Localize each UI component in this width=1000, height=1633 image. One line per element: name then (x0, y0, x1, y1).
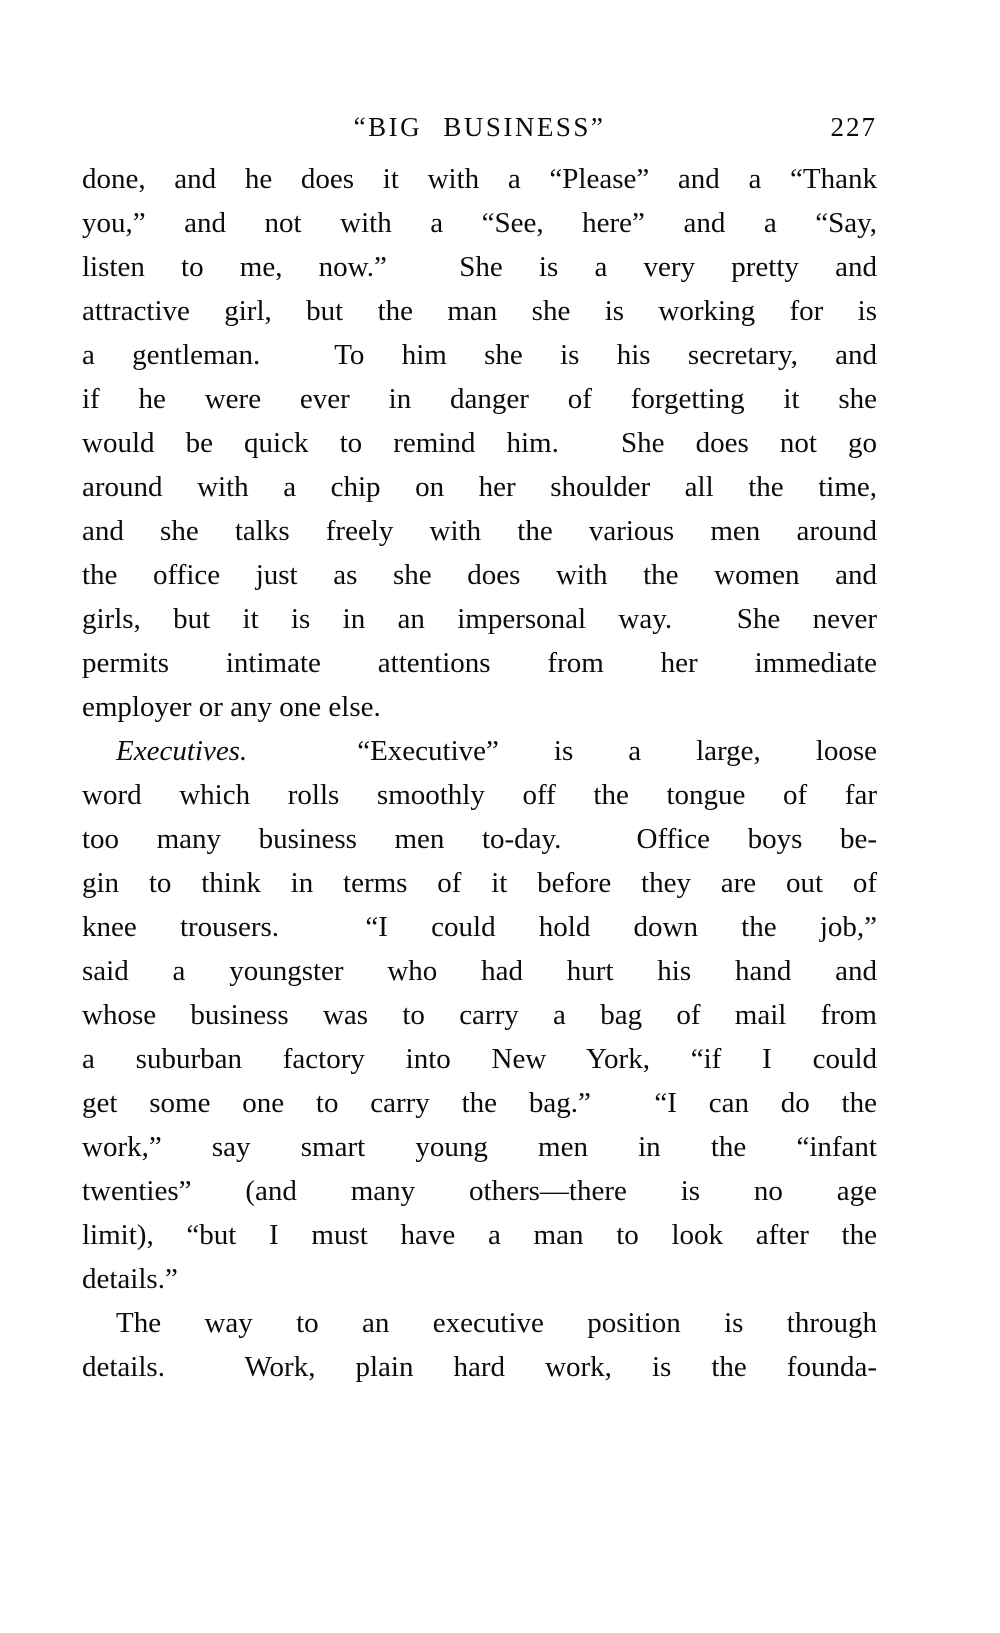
page-number: 227 (830, 112, 877, 142)
text-line (82, 333, 877, 377)
line-text: details. Work, plain hard work, is the founda- (82, 1351, 877, 1383)
text-line (82, 641, 877, 685)
text-line (82, 1257, 877, 1301)
text-line (82, 509, 877, 553)
text-line (82, 1125, 877, 1169)
line-text: employer or any one else. (82, 691, 381, 723)
line-text: listen to me, now.” She is a very pretty and (82, 251, 877, 283)
text-line (82, 245, 877, 289)
text-line (82, 157, 877, 201)
line-text: work,” say smart young men in the “infant (82, 1131, 877, 1163)
line-text: limit), “but I must have a man to look after the (82, 1219, 877, 1251)
running-header (82, 110, 877, 150)
line-text: around with a chip on her shoulder all the time, (82, 471, 877, 503)
line-text: knee trousers. “I could hold down the job,” (82, 911, 877, 943)
line-text: get some one to carry the bag.” “I can do the (82, 1087, 877, 1119)
text-line (82, 1037, 877, 1081)
text-line (82, 861, 877, 905)
line-text: gin to think in terms of it before they are out of (82, 867, 877, 899)
text-line (82, 289, 877, 333)
line-text: if he were ever in danger of forgetting it she (82, 383, 877, 415)
line-text: “Executive” is a large, loose (247, 735, 877, 767)
line-text: a suburban factory into New York, “if I could (82, 1043, 877, 1075)
text-line (82, 201, 877, 245)
line-text: a gentleman. To him she is his secretary, and (82, 339, 877, 371)
italic-lead: Executives. (116, 735, 248, 767)
line-text: you,” and not with a “See, here” and a “Say, (82, 207, 877, 239)
text-line (82, 1169, 877, 1213)
line-text: girls, but it is in an impersonal way. She never (82, 603, 877, 635)
text-line (82, 773, 877, 817)
text-line (82, 817, 877, 861)
running-header-title: “BIG BUSINESS” (353, 112, 606, 142)
text-block (82, 157, 877, 1389)
text-line (82, 685, 877, 729)
text-line (82, 421, 877, 465)
text-line (82, 1213, 877, 1257)
text-line (82, 553, 877, 597)
line-text: said a youngster who had hurt his hand and (82, 955, 877, 987)
line-text: too many business men to-day. Office boys be- (82, 823, 877, 855)
text-line (82, 1081, 877, 1125)
text-line (82, 729, 877, 773)
line-text: and she talks freely with the various men around (82, 515, 877, 547)
line-text: the office just as she does with the women and (82, 559, 877, 591)
line-text: attractive girl, but the man she is working for is (82, 295, 877, 327)
text-line (82, 377, 877, 421)
line-text: twenties” (and many others—there is no age (82, 1175, 877, 1207)
line-text: word which rolls smoothly off the tongue of far (82, 779, 877, 811)
text-line (82, 993, 877, 1037)
text-line (82, 465, 877, 509)
text-line (82, 1345, 877, 1389)
line-text: details.” (82, 1263, 178, 1295)
text-line (82, 597, 877, 641)
line-text: would be quick to remind him. She does not go (82, 427, 877, 459)
line-text: done, and he does it with a “Please” and a “Thank (82, 163, 877, 195)
text-line (82, 949, 877, 993)
line-text: The way to an executive position is through (116, 1307, 877, 1339)
line-text: permits intimate attentions from her immediate (82, 647, 877, 679)
text-line (82, 1301, 877, 1345)
text-line (82, 905, 877, 949)
line-text: whose business was to carry a bag of mail from (82, 999, 877, 1031)
